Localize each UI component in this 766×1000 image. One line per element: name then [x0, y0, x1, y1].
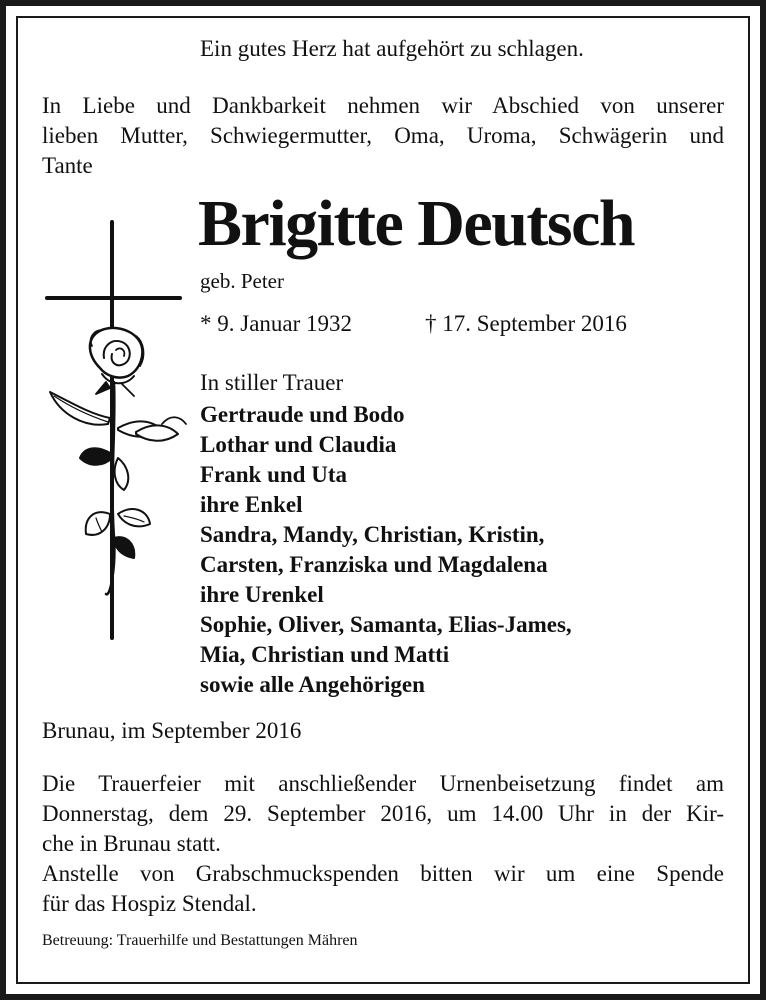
mourner-line: Sophie, Oliver, Samanta, Elias-James, — [200, 612, 572, 637]
ceremony-line: für das Hospiz Stendal. — [42, 891, 257, 916]
mourner-line: Carsten, Franziska und Magdalena — [200, 552, 548, 577]
mourner-line: Sandra, Mandy, Christian, Kristin, — [200, 522, 545, 547]
mourners-list — [200, 400, 572, 700]
opening-line: Ein gutes Herz hat aufgehört zu schlagen. — [200, 36, 584, 61]
mourner-line: Lothar und Claudia — [200, 432, 397, 457]
intro-line: lieben Mutter, Schwiegermutter, Oma, Uroma, Schwägerin und — [42, 123, 724, 148]
mourning-heading: In stiller Trauer — [200, 370, 344, 395]
ceremony-line: che in Brunau statt. — [42, 831, 221, 856]
cross-with-rose-icon — [40, 218, 190, 642]
mourner-line: Mia, Christian und Matti — [200, 642, 450, 667]
ceremony-line: Anstelle von Grabschmuckspenden bitten wir um eine Spende — [42, 861, 724, 886]
birth-date: * 9. Januar 1932 — [200, 311, 353, 336]
ceremony-line: Donnerstag, dem 29. September 2016, um 14.00 Uhr in der Kir- — [42, 801, 724, 826]
place-and-date: Brunau, im September 2016 — [42, 718, 302, 743]
mourner-line: ihre Enkel — [200, 492, 303, 517]
mourner-line: Frank und Uta — [200, 462, 347, 487]
intro-line: In Liebe und Dankbarkeit nehmen wir Abschied von unserer — [42, 93, 724, 118]
intro-paragraph — [42, 91, 724, 181]
deceased-name: Brigitte Deutsch — [198, 187, 635, 260]
mourner-line: ihre Urenkel — [200, 582, 324, 607]
maiden-name: geb. Peter — [200, 269, 284, 293]
funeral-service-credit: Betreuung: Trauerhilfe und Bestattungen Mähren — [42, 932, 358, 949]
intro-line: Tante — [42, 153, 93, 178]
mourner-line: sowie alle Angehörigen — [200, 672, 425, 697]
ceremony-line: Die Trauerfeier mit anschließender Urnenbeisetzung findet am — [42, 771, 724, 796]
ceremony-paragraph — [42, 769, 724, 919]
mourner-line: Gertraude und Bodo — [200, 402, 405, 427]
death-date: † 17. September 2016 — [425, 311, 627, 336]
